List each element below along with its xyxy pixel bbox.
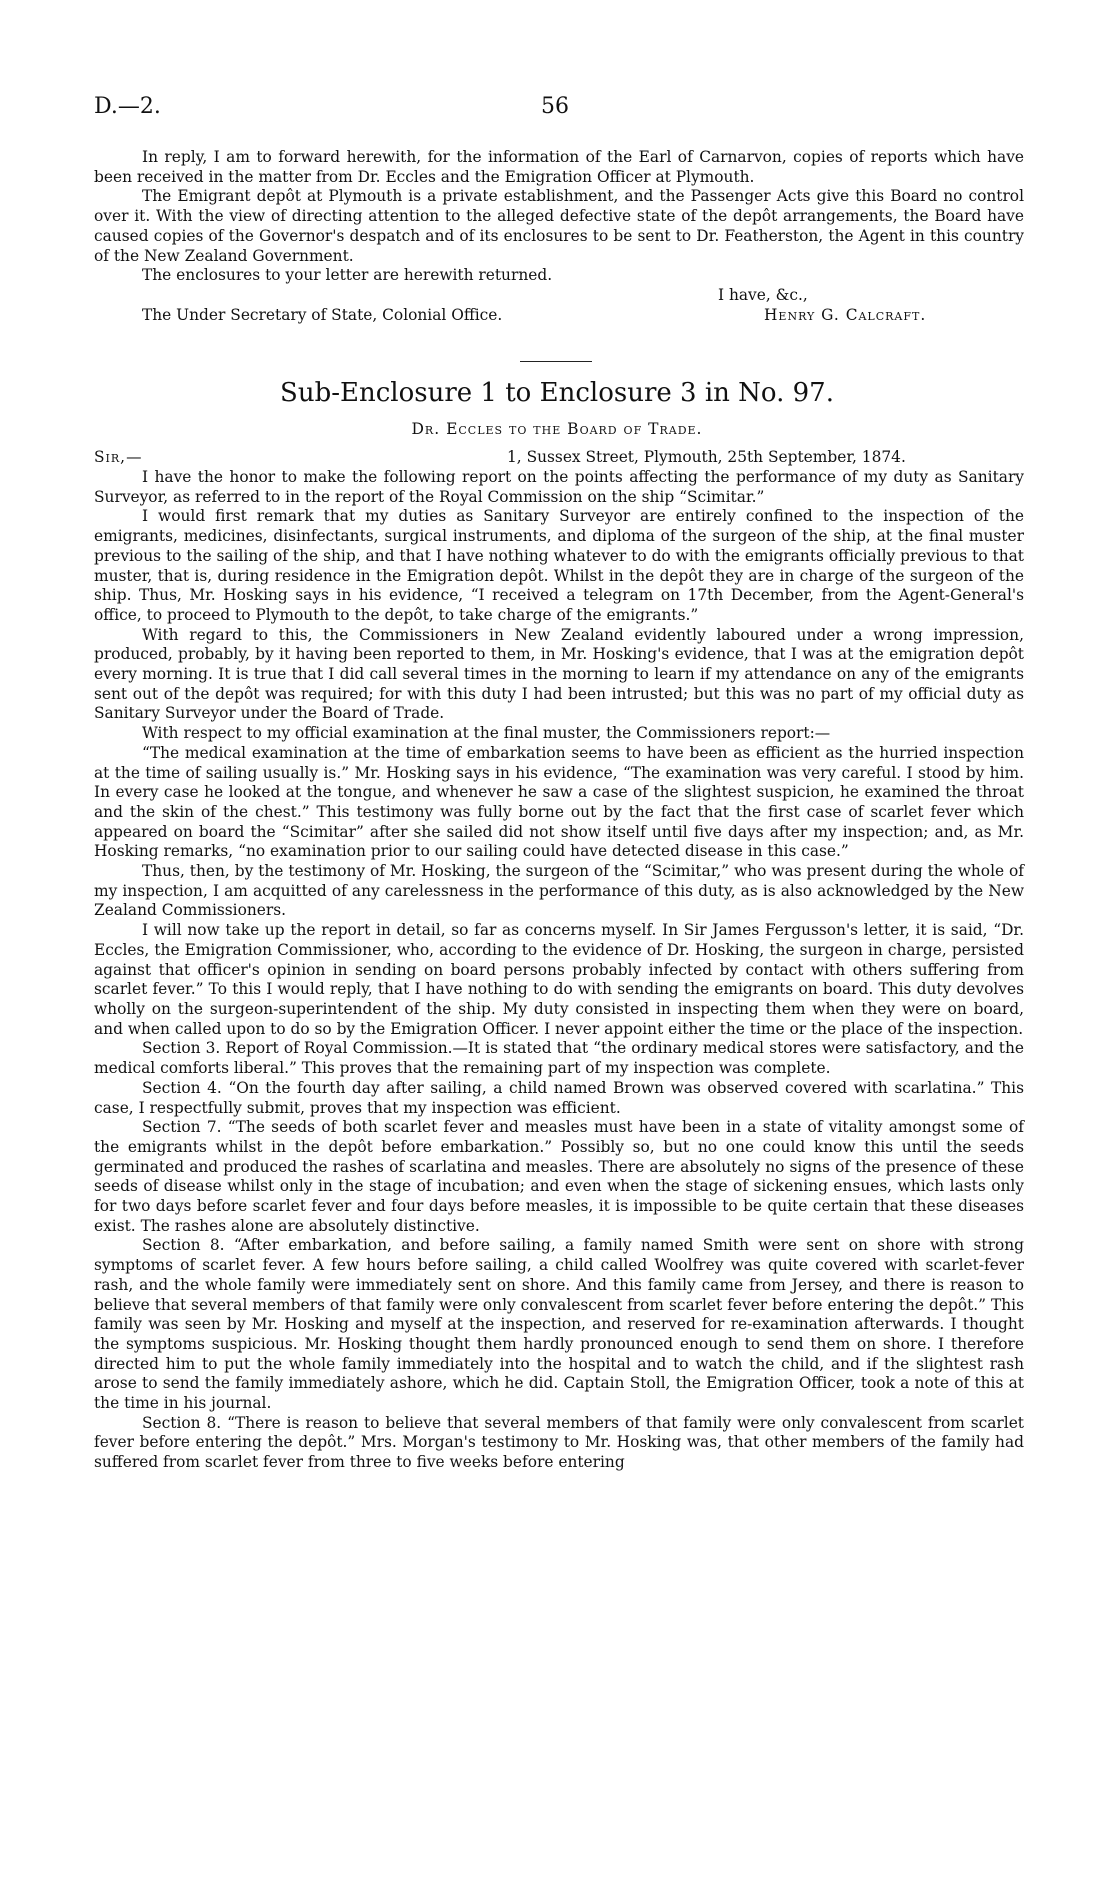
report-paragraph: I have the honor to make the following report on the points affecting the performance of my duty as Sanitary Surveyor, as referred to in the report of the Royal Commission on the ship “Scimitar.” bbox=[94, 468, 1024, 506]
salutation-row bbox=[94, 448, 1024, 468]
report-paragraph: Thus, then, by the testimony of Mr. Hosking, the surgeon of the “Scimitar,” who was present during the whole of my inspection, I am acquitted of any carelessness in the performance of this duty, as is also acknowledged by the New Zealand Commissioners. bbox=[94, 862, 1024, 920]
closing-row bbox=[94, 286, 1024, 306]
report-paragraph: Section 8. “After embarkation, and before sailing, a family named Smith were sent on shore with strong symptoms of scarlet fever. A few hours before sailing, a child called Woolfrey was quite covered with scarlet-fever rash, and the whole family were immediately sent on shore. And this family came from Jersey, and there is reason to believe that several members of that family were only convalescent from scarlet fever before entering the depôt.” This family was seen by Mr. Hosking and myself at the inspection, and reserved for re-examination afterwards. I thought the symptoms suspicious. Mr. Hosking thought them hardly pronounced enough to send them on shore. I therefore directed him to put the whole family immediately into the hospital and to watch the child, and if the slightest rash arose to send the family immediately ashore, which he did. Captain Stoll, the Emigration Officer, took a note of this at the time in his journal. bbox=[94, 1236, 1024, 1413]
report-paragraph: Section 3. Report of Royal Commission.—It is stated that “the ordinary medical stores were satisfactory, and the medical comforts liberal.” This proves that the remaining part of my inspection was complete. bbox=[94, 1039, 1024, 1078]
report-paragraph: Section 8. “There is reason to believe that several members of that family were only convalescent from scarlet fever before entering the depôt.” Mrs. Morgan's testimony to Mr. Hosking was, that other members of the family had suffered from scarlet fever from three to five weeks before entering bbox=[94, 1413, 1024, 1472]
letter-paragraph: The enclosures to your letter are herewith returned. bbox=[142, 266, 553, 285]
addressee: The Under Secretary of State, Colonial Office. bbox=[142, 305, 503, 324]
letter-paragraph: The Emigrant depôt at Plymouth is a private establishment, and the Passenger Acts give this Board no control over it. With the view of directing attention to the alleged defective state of the depôt arrangements, the Board have caused copies of the Governor's despatch and of its enclosures to be sent to Dr. Featherston, the Agent in this country of the New Zealand Government. bbox=[94, 187, 1024, 265]
report-paragraph: With respect to my official examination at the final muster, the Commissioners report:— bbox=[142, 724, 831, 743]
address-date: 1, Sussex Street, Plymouth, 25th September, 1874. bbox=[507, 448, 906, 466]
document-reference: D.—2. bbox=[94, 94, 161, 119]
section-subtitle: Dr. Eccles to the Board of Trade. bbox=[411, 420, 703, 438]
addressee-row bbox=[94, 306, 1024, 326]
section-title: Sub-Enclosure 1 to Enclosure 3 in No. 97. bbox=[280, 378, 834, 408]
report-paragraph: I would first remark that my duties as Sanitary Surveyor are entirely confined to the inspection of the emigrants, medicines, disinfectants, surgical instruments, and diploma of the surgeon of the ship, at the final muster previous to the sailing of the ship, and that I have nothing whatever to do with the emigrants officially previous to that muster, that is, during residence in the Emigration depôt. Whilst in the depôt they are in charge of the surgeon of the ship. Thus, Mr. Hosking says in his evidence, “I received a telegram on 17th December, from the Agent-General's office, to proceed to Plymouth to the depôt, to take charge of the emigrants.” bbox=[94, 507, 1024, 624]
report-paragraph: I will now take up the report in detail, so far as concerns myself. In Sir James Fergusson's letter, it is said, “Dr. Eccles, the Emigration Commissioner, who, according to the evidence of Dr. Hosking, the surgeon in charge, persisted against that officer's opinion in sending on board persons probably infected by contact with others suffering from scarlet fever.” To this I would reply, that I have nothing to do with sending the emigrants on board. This duty devolves wholly on the surgeon-superintendent of the ship. My duty consisted in inspecting them when they were on board, and when called upon to do so by the Emigration Officer. I never appoint either the time or the place of the inspection. bbox=[94, 921, 1024, 1038]
salutation: Sir,— bbox=[94, 448, 143, 466]
report-paragraph: Section 4. “On the fourth day after sailing, a child named Brown was observed covered with scarlatina.” This case, I respectfully submit, proves that my inspection was efficient. bbox=[94, 1078, 1024, 1117]
page-number: 56 bbox=[541, 94, 569, 119]
report-body bbox=[94, 448, 1024, 1473]
signature: Henry G. Calcraft. bbox=[764, 305, 927, 324]
report-paragraph: With regard to this, the Commissioners in New Zealand evidently laboured under a wrong impression, produced, probably, by it having been reported to them, in Mr. Hosking's evidence, that I was at the emigration depôt every morning. It is true that I did call several times in the morning to learn if my attendance on any of the emigrants sent out of the depôt was required; for with this duty I had been intrusted; but this was no part of my official duty as Sanitary Surveyor under the Board of Trade. bbox=[94, 625, 1024, 723]
report-paragraph: “The medical examination at the time of embarkation seems to have been as efficient as the hurried inspection at the time of sailing usually is.” Mr. Hosking says in his evidence, “The examination was very careful. I stood by him. In every case he looked at the tongue, and whenever he saw a case of the slightest suspicion, he examined the throat and the skin of the chest.” This testimony was fully borne out by the fact that the first case of scarlet fever which appeared on board the “Scimitar” after she sailed did not show itself until five days after my inspection; and, as Mr. Hosking remarks, “no examination prior to our sailing could have detected disease in this case.” bbox=[94, 743, 1024, 861]
top-letter bbox=[94, 148, 1024, 326]
report-paragraph: Section 7. “The seeds of both scarlet fever and measles must have been in a state of vitality amongst some of the emigrants whilst in the depôt before embarkation.” Possibly so, but no one could know this until the seeds germinated and produced the rashes of scarlatina and measles. There are absolutely no signs of the presence of these seeds of disease whilst only in the stage of incubation; and even when the stage of sickening ensues, which lasts only for two days before scarlet fever and four days before measles, it is impossible to be quite certain that these diseases exist. The rashes alone are absolutely distinctive. bbox=[94, 1118, 1024, 1235]
section-divider bbox=[520, 361, 592, 362]
closing: I have, &c., bbox=[718, 285, 808, 304]
letter-paragraph: In reply, I am to forward herewith, for the information of the Earl of Carnarvon, copies of reports which have been received in the matter from Dr. Eccles and the Emigration Officer at Plymouth. bbox=[94, 148, 1024, 186]
